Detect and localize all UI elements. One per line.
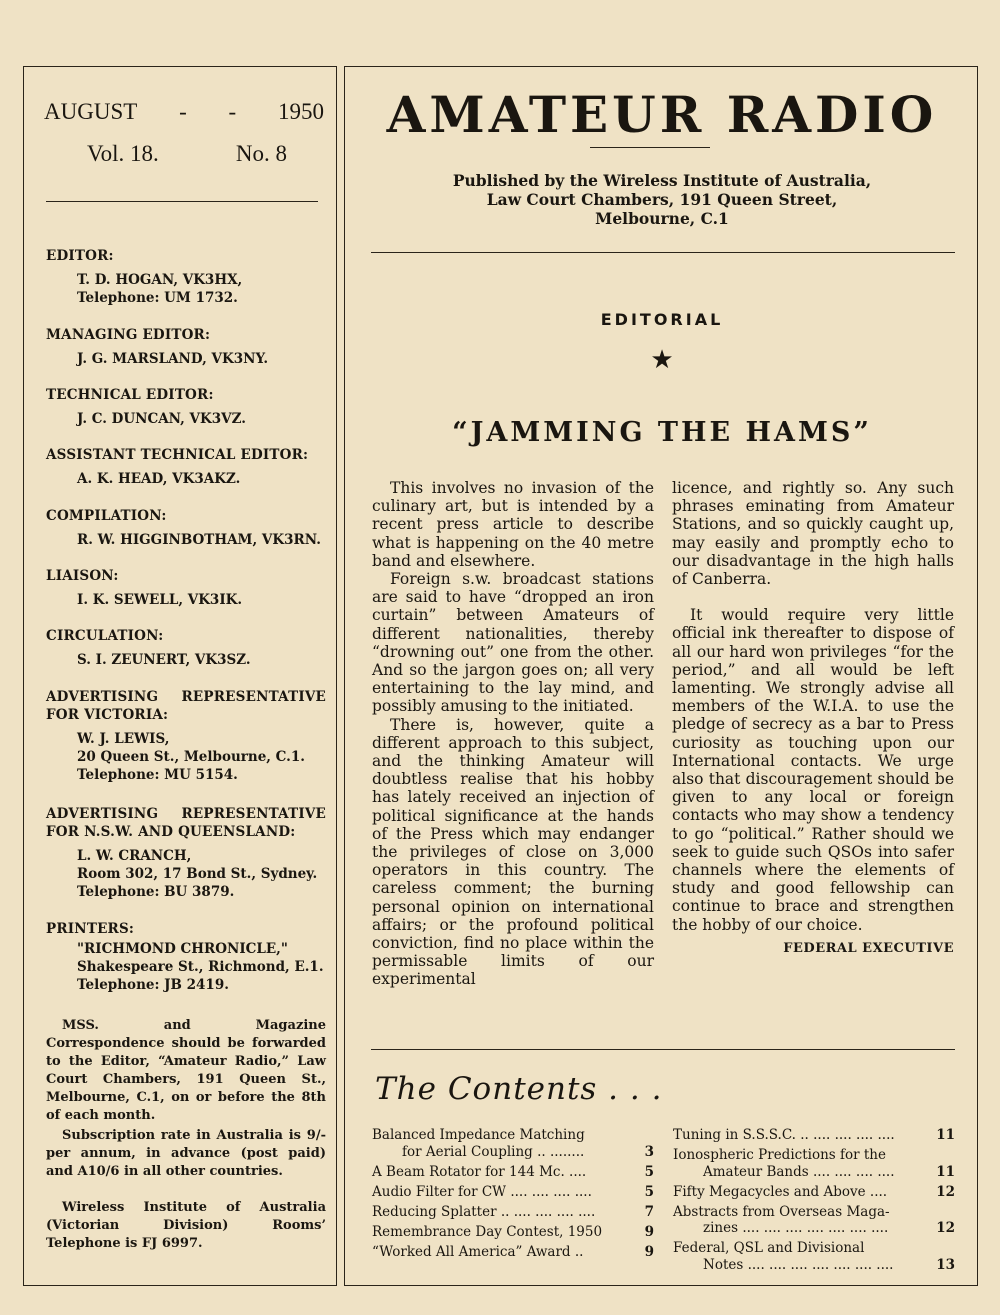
contents-title: The Contents . . . xyxy=(375,1071,663,1107)
staff-role: ADVERTISING REPRESENTATIVE FOR N.S.W. AND QUEENSLAND: xyxy=(46,806,326,840)
staff-compilation xyxy=(46,507,336,549)
staff-detail: Telephone: MU 5154. xyxy=(77,767,238,783)
paragraph: Foreign s.w. broadcast stations are said to have “dropped an iron curtain” between Amateurs of different nationalities, thereby “drowning out” one from the other. And so the jargon goes on; all very entertaining to the lay mind, and possibly amusing to the initiated. xyxy=(372,570,654,716)
contents-item-page: 7 xyxy=(644,1203,654,1220)
staff-name: J. C. DUNCAN, VK3VZ. xyxy=(77,411,246,427)
divider xyxy=(590,147,710,148)
contents-item-title: Balanced Impedance Matching xyxy=(372,1127,585,1143)
divider xyxy=(371,252,955,253)
contents-item-page: 11 xyxy=(936,1163,955,1180)
contents-item-title: Remembrance Day Contest, 1950 xyxy=(372,1223,603,1240)
contents-item-title: Tuning in S.S.S.C. .. .... .... .... .... xyxy=(673,1127,895,1143)
editorial-headline: “JAMMING THE HAMS” xyxy=(452,417,872,448)
issue-date xyxy=(44,99,324,125)
contents-item[interactable] xyxy=(673,1240,955,1273)
staff-role: ASSISTANT TECHNICAL EDITOR: xyxy=(46,447,309,463)
contents-item-title: Abstracts from Overseas Maga- xyxy=(673,1203,890,1220)
staff-detail: Telephone: UM 1732. xyxy=(77,290,238,306)
issue-year: 1950 xyxy=(277,99,324,124)
issue-dash: - xyxy=(179,99,187,124)
contents-item-title: Notes .... .... .... .... .... .... .... xyxy=(703,1256,894,1273)
contents-item-title: “Worked All America” Award .. xyxy=(372,1243,584,1260)
editorial-column-1 xyxy=(372,479,654,989)
contents-list-right xyxy=(673,1127,955,1277)
contents-item-title: for Aerial Coupling .. ........ xyxy=(402,1143,585,1160)
staff-detail: Telephone: JB 2419. xyxy=(77,977,229,993)
contents-item-page: 12 xyxy=(936,1183,955,1200)
paragraph: licence, and rightly so. Any such phrases eminating from Amateur Stations, and so quickly caught up, may easily and promptly echo to our disadvantage in the high halls of Canberra. xyxy=(672,479,954,589)
staff-liaison xyxy=(46,567,336,609)
contents-item-page: 13 xyxy=(936,1256,955,1273)
masthead-sidebar xyxy=(23,66,337,1286)
contents-item[interactable] xyxy=(372,1164,654,1181)
contents-item[interactable] xyxy=(372,1127,654,1160)
staff-advertising-victoria xyxy=(46,688,326,784)
staff-managing-editor xyxy=(46,326,336,368)
magazine-title: AMATEUR RADIO xyxy=(386,85,938,144)
staff-detail: Room 302, 17 Bond St., Sydney. xyxy=(77,866,318,882)
publisher-line: Law Court Chambers, 191 Queen Street, xyxy=(486,190,838,209)
contents-item-page: 9 xyxy=(644,1223,654,1240)
contents-item[interactable] xyxy=(673,1204,955,1237)
staff-technical-editor xyxy=(46,386,336,428)
contents-item-title: Reducing Splatter .. .... .... .... .... xyxy=(372,1203,596,1220)
staff-circulation xyxy=(46,627,336,669)
subscription-note: Subscription rate in Australia is 9/- per annum, in advance (post paid) and A10/6 in all other countries. xyxy=(46,1128,326,1179)
staff-name: W. J. LEWIS, xyxy=(77,731,170,747)
contents-list-left xyxy=(372,1127,654,1264)
contents-item-title: zines .... .... .... .... .... .... .... xyxy=(703,1220,889,1236)
staff-detail: 20 Queen St., Melbourne, C.1. xyxy=(77,749,305,765)
divider xyxy=(46,201,318,202)
publisher-line: Published by the Wireless Institute of Australia, xyxy=(452,171,872,190)
staff-role: MANAGING EDITOR: xyxy=(46,327,211,343)
staff-name: R. W. HIGGINBOTHAM, VK3RN. xyxy=(77,532,321,548)
staff-name: "RICHMOND CHRONICLE," xyxy=(77,941,288,957)
contents-item-title: A Beam Rotator for 144 Mc. .... xyxy=(372,1163,587,1180)
divider xyxy=(371,1049,955,1050)
staff-advertising-nsw xyxy=(46,805,326,901)
contents-item-page: 5 xyxy=(644,1183,654,1200)
staff-name: I. K. SEWELL, VK3IK. xyxy=(77,592,243,608)
staff-role: LIAISON: xyxy=(46,568,119,584)
staff-name: S. I. ZEUNERT, VK3SZ. xyxy=(77,652,251,668)
star-icon: ★ xyxy=(650,345,674,374)
contents-item-page: 5 xyxy=(644,1163,654,1180)
paragraph: It would require very little official ink thereafter to dispose of all our hard won privileges “for the period,” and all would be left lamenting. We strongly advise all members of the W.I.A. to use the pledge of secrecy as a bar to Press curiosity as touching upon our International contacts. We urge also that discouragement should be given to any local or foreign contacts who may show a tendency to go “political.” Rather should we seek to guide such QSOs into safer channels where the elements of study and good fellowship can continue to brace and strengthen the hobby of our choice. xyxy=(672,606,954,934)
volume-number xyxy=(87,141,287,167)
staff-role: ADVERTISING REPRESENTATIVE FOR VICTORIA: xyxy=(46,689,326,723)
staff-role: COMPILATION: xyxy=(46,508,167,524)
publisher-info xyxy=(345,171,979,228)
paragraph: This involves no invasion of the culinary art, but is intended by a recent press article to describe what is happening on the 40 metre band and elsewhere. xyxy=(372,479,654,570)
issue-dash: - xyxy=(228,99,237,124)
contents-item-page: 12 xyxy=(936,1220,955,1236)
contents-item[interactable] xyxy=(372,1224,654,1241)
contents-item-page: 3 xyxy=(644,1143,654,1160)
staff-role: PRINTERS: xyxy=(46,921,135,937)
staff-role: CIRCULATION: xyxy=(46,628,164,644)
issue-number: No. 8 xyxy=(235,141,287,166)
issue-month: AUGUST xyxy=(44,99,138,124)
staff-role: TECHNICAL EDITOR: xyxy=(46,387,214,403)
staff-assistant-technical-editor xyxy=(46,446,336,488)
issue-volume: Vol. 18. xyxy=(87,141,159,166)
contents-item-page: 11 xyxy=(936,1127,955,1143)
contents-item-title: Federal, QSL and Divisional xyxy=(673,1240,865,1256)
contents-item-title: Fifty Megacycles and Above .... xyxy=(673,1183,888,1200)
staff-name: A. K. HEAD, VK3AKZ. xyxy=(77,471,241,487)
section-label: EDITORIAL xyxy=(600,310,724,329)
staff-printers xyxy=(46,920,336,994)
contents-item[interactable] xyxy=(372,1244,654,1261)
contents-item[interactable] xyxy=(673,1127,955,1144)
contents-item[interactable] xyxy=(372,1204,654,1221)
contents-item[interactable] xyxy=(372,1184,654,1201)
contents-item-title: Audio Filter for CW .... .... .... .... xyxy=(372,1183,592,1200)
editorial-column-2 xyxy=(672,479,954,958)
staff-detail: Shakespeare St., Richmond, E.1. xyxy=(77,959,324,975)
staff-name: J. G. MARSLAND, VK3NY. xyxy=(77,351,269,367)
main-content xyxy=(344,66,978,1286)
contents-item[interactable] xyxy=(673,1184,955,1201)
correspondence-note: MSS. and Magazine Correspondence should be forwarded to the Editor, “Amateur Radio,” Law Court Chambers, 191 Queen St., Melbourne, C.1, on or before the 8th of each month. xyxy=(46,1018,326,1123)
contents-item-title: Amateur Bands .... .... .... .... xyxy=(703,1163,895,1180)
contents-item-title: Ionospheric Predictions for the xyxy=(673,1147,886,1163)
phone-note: Wireless Institute of Australia (Victorian Division) Rooms’ Telephone is FJ 6997. xyxy=(46,1200,326,1251)
publisher-line: Melbourne, C.1 xyxy=(595,209,729,228)
staff-name: L. W. CRANCH, xyxy=(77,848,192,864)
paragraph: There is, however, quite a different approach to this subject, and the thinking Amateur will doubtless realise that his hobby has lately received an injection of political significance at the hands of the Press which may endanger the privileges of close on 3,000 operators in this country. The careless comment; the burning personal opinion on international affairs; or the profound political conviction, find no place within the permissable limits of our experimental xyxy=(372,715,654,989)
editorial-signature: FEDERAL EXECUTIVE xyxy=(783,940,954,956)
contents-item-page: 9 xyxy=(644,1243,654,1260)
staff-editor xyxy=(46,247,336,307)
contents-item[interactable] xyxy=(673,1147,955,1180)
staff-name: T. D. HOGAN, VK3HX, xyxy=(77,272,243,288)
staff-role: EDITOR: xyxy=(46,248,114,264)
staff-detail: Telephone: BU 3879. xyxy=(77,884,235,900)
